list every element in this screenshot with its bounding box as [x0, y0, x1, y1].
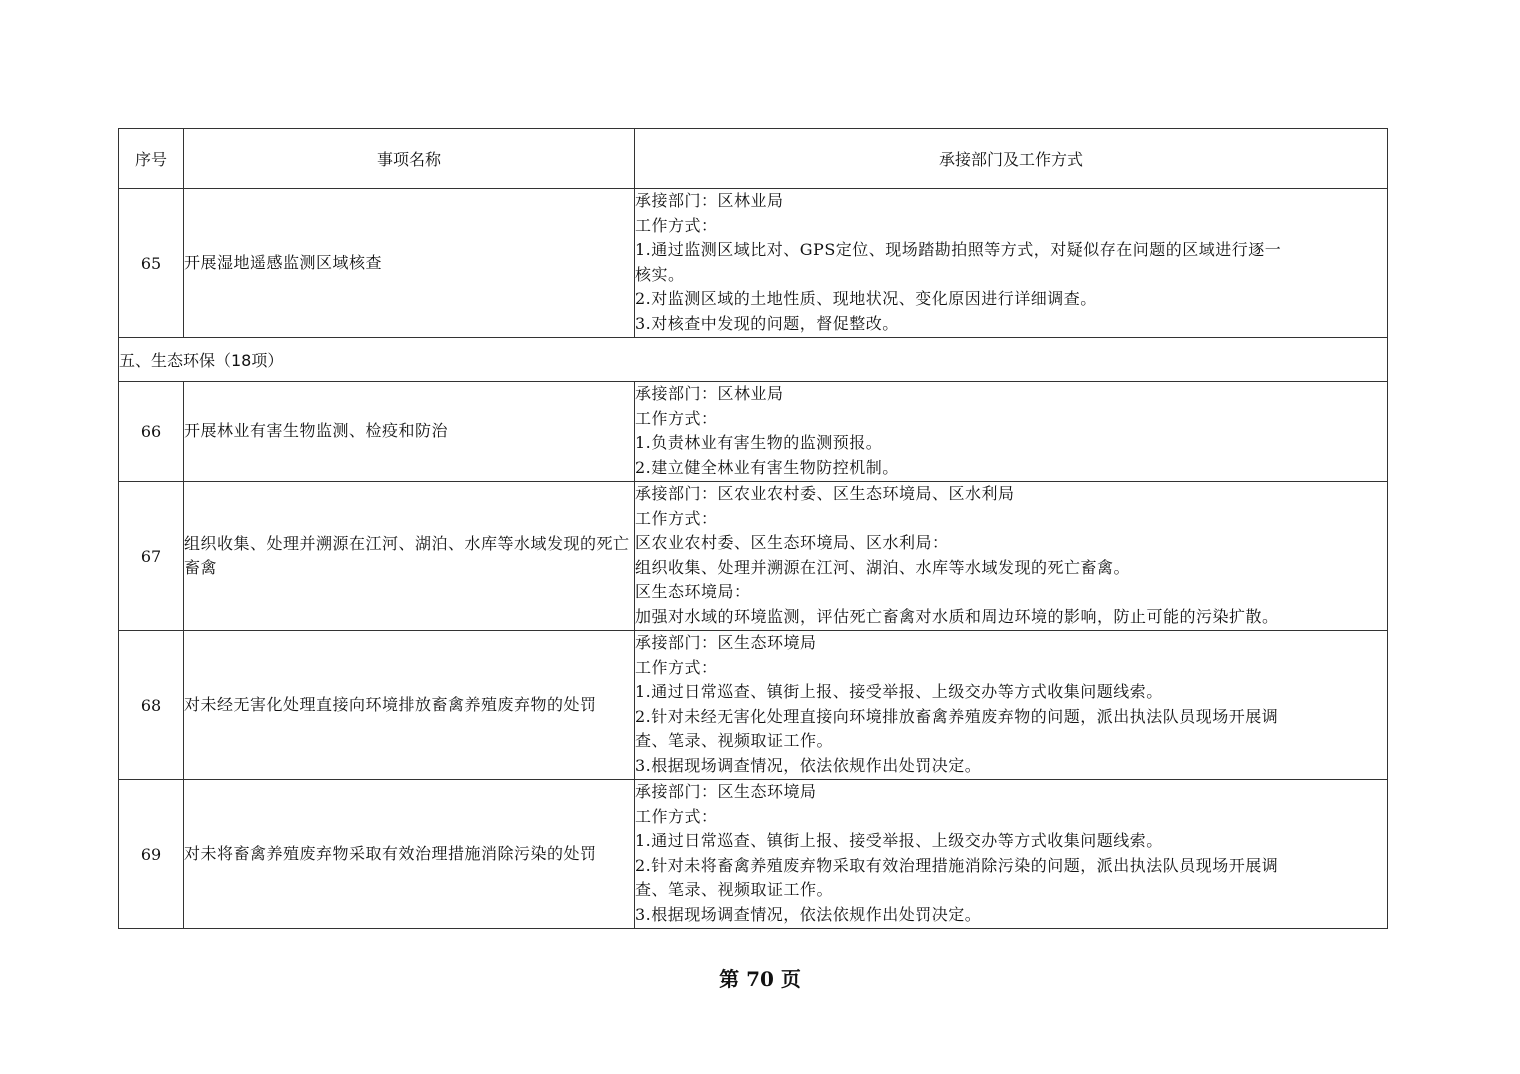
detail-line: 3.根据现场调查情况，依法依规作出处罚决定。 — [635, 755, 982, 775]
header-index: 序号 — [119, 129, 184, 189]
page-number: 第 70 页 — [719, 967, 801, 991]
detail-line: 区生态环境局： — [635, 582, 751, 601]
row-number: 67 — [119, 482, 184, 631]
table-row — [119, 631, 1388, 780]
detail-line: 查、笔录、视频取证工作。 — [635, 731, 834, 750]
detail-line: 承接部门：区林业局 — [635, 191, 784, 210]
detail-line: 工作方式： — [635, 408, 718, 428]
detail-line: 承接部门：区农业农村委、区生态环境局、区水利局 — [635, 484, 1015, 503]
table-row — [119, 189, 1388, 338]
detail-line: 2.建立健全林业有害生物防控机制。 — [635, 457, 899, 477]
detail-line: 承接部门：区生态环境局 — [635, 633, 817, 652]
detail-line: 2.针对未经无害化处理直接向环境排放畜禽养殖废弃物的问题，派出执法队员现场开展调 — [635, 706, 1279, 726]
department-method — [635, 189, 1388, 338]
table-header-row — [119, 129, 1388, 189]
detail-line: 承接部门：区林业局 — [635, 384, 784, 403]
detail-line: 组织收集、处理并溯源在江河、湖泊、水库等水域发现的死亡畜禽。 — [635, 557, 1131, 577]
detail-line: 1.通过监测区域比对、GPS定位、现场踏勘拍照等方式，对疑似存在问题的区域进行逐一 — [635, 240, 1282, 259]
detail-line: 1.负责林业有害生物的监测预报。 — [635, 433, 883, 452]
section-row — [119, 338, 1388, 382]
detail-line: 1.通过日常巡查、镇街上报、接受举报、上级交办等方式收集问题线索。 — [635, 682, 1163, 701]
item-name: 组织收集、处理并溯源在江河、湖泊、水库等水域发现的死亡畜禽 — [184, 482, 635, 631]
detail-line: 区农业农村委、区生态环境局、区水利局： — [635, 533, 949, 552]
detail-line: 2.对监测区域的土地性质、现地状况、变化原因进行详细调查。 — [635, 289, 1097, 308]
section-title: 五、生态环保（18项） — [119, 338, 1388, 382]
item-name: 开展湿地遥感监测区域核查 — [184, 189, 635, 338]
detail-line: 工作方式： — [635, 806, 718, 826]
detail-line: 查、笔录、视频取证工作。 — [635, 880, 834, 899]
row-number: 66 — [119, 382, 184, 482]
detail-line: 1.通过日常巡查、镇街上报、接受举报、上级交办等方式收集问题线索。 — [635, 831, 1163, 850]
detail-line: 承接部门：区生态环境局 — [635, 782, 817, 801]
table-row — [119, 780, 1388, 929]
department-method — [635, 631, 1388, 780]
detail-line: 3.对核查中发现的问题，督促整改。 — [635, 313, 899, 333]
item-name: 对未将畜禽养殖废弃物采取有效治理措施消除污染的处罚 — [184, 780, 635, 929]
detail-line: 核实。 — [635, 264, 685, 284]
department-method — [635, 780, 1388, 929]
item-name: 对未经无害化处理直接向环境排放畜禽养殖废弃物的处罚 — [184, 631, 635, 780]
header-department-method: 承接部门及工作方式 — [635, 129, 1388, 189]
row-number: 69 — [119, 780, 184, 929]
items-table — [118, 128, 1388, 929]
department-method — [635, 382, 1388, 482]
item-name: 开展林业有害生物监测、检疫和防治 — [184, 382, 635, 482]
table-row — [119, 482, 1388, 631]
row-number: 65 — [119, 189, 184, 338]
detail-line: 2.针对未将畜禽养殖废弃物采取有效治理措施消除污染的问题，派出执法队员现场开展调 — [635, 855, 1279, 875]
detail-line: 工作方式： — [635, 215, 718, 235]
detail-line: 工作方式： — [635, 508, 718, 528]
detail-line: 3.根据现场调查情况，依法依规作出处罚决定。 — [635, 904, 982, 924]
header-item-name: 事项名称 — [184, 129, 635, 189]
detail-line: 工作方式： — [635, 657, 718, 677]
row-number: 68 — [119, 631, 184, 780]
detail-line: 加强对水域的环境监测，评估死亡畜禽对水质和周边环境的影响，防止可能的污染扩散。 — [635, 606, 1279, 626]
table-row — [119, 382, 1388, 482]
department-method — [635, 482, 1388, 631]
